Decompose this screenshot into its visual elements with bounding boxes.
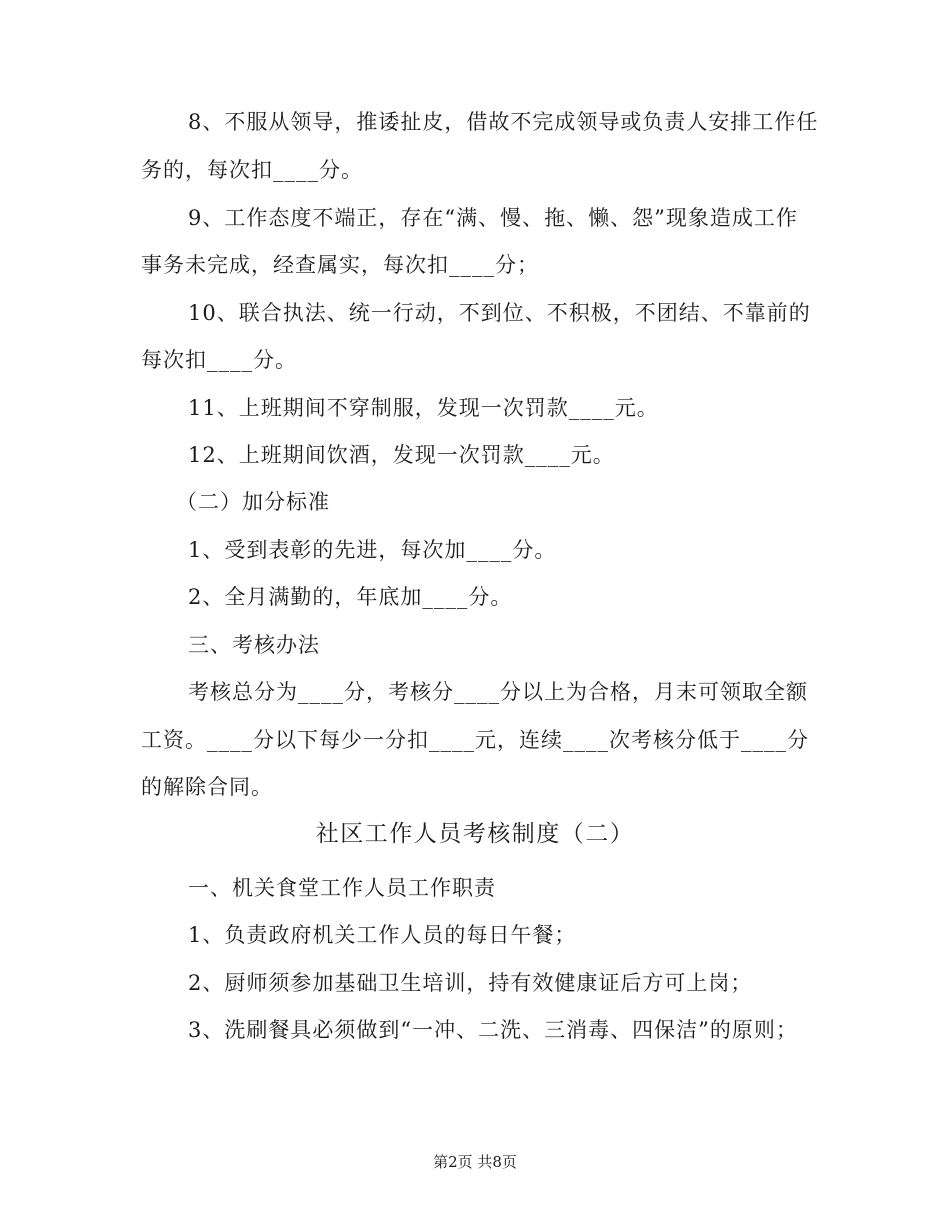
paragraph-line: 的解除合同。 bbox=[141, 775, 273, 799]
paragraph-line: 工资。____分以下每少一分扣____元，连续____次考核分低于____分 bbox=[141, 728, 809, 752]
paragraph-line: 考核总分为____分，考核分____分以上为合格，月末可领取全额 bbox=[188, 680, 808, 704]
paragraph-line: 12、上班期间饮酒，发现一次罚款____元。 bbox=[188, 443, 615, 467]
paragraph-line: 9、工作态度不端正，存在“满、慢、拖、懒、怨”现象造成工作 bbox=[188, 206, 798, 230]
section-heading: （二）加分标准 bbox=[176, 490, 330, 514]
paragraph-line: 每次扣____分。 bbox=[141, 348, 297, 372]
paragraph-line: 3、洗刷餐具必须做到“一冲、二洗、三消毒、四保洁”的原则； bbox=[188, 1018, 798, 1042]
paragraph-line: 务的，每次扣____分。 bbox=[141, 158, 363, 182]
paragraph-line: 1、受到表彰的先进，每次加____分。 bbox=[188, 538, 557, 562]
section-heading: 三、考核办法 bbox=[188, 633, 320, 657]
paragraph-line: 11、上班期间不穿制服，发现一次罚款____元。 bbox=[188, 396, 659, 420]
paragraph-line: 10、联合执法、统一行动，不到位、不积极，不团结、不靠前的 bbox=[188, 301, 811, 325]
paragraph-line: 8、不服从领导，推诿扯皮，借故不完成领导或负责人安排工作任 bbox=[188, 110, 819, 134]
document-title: 社区工作人员考核制度（二） bbox=[315, 821, 635, 847]
section-heading: 一、机关食堂工作人员工作职责 bbox=[188, 876, 496, 900]
paragraph-line: 1、负责政府机关工作人员的每日午餐； bbox=[188, 923, 577, 947]
paragraph-line: 2、全月满勤的，年底加____分。 bbox=[188, 585, 513, 609]
paragraph-line: 事务未完成，经查属实，每次扣____分； bbox=[141, 253, 539, 277]
paragraph-line: 2、厨师须参加基础卫生培训，持有效健康证后方可上岗； bbox=[188, 971, 753, 995]
page-number-footer: 第2页 共8页 bbox=[433, 1153, 517, 1171]
